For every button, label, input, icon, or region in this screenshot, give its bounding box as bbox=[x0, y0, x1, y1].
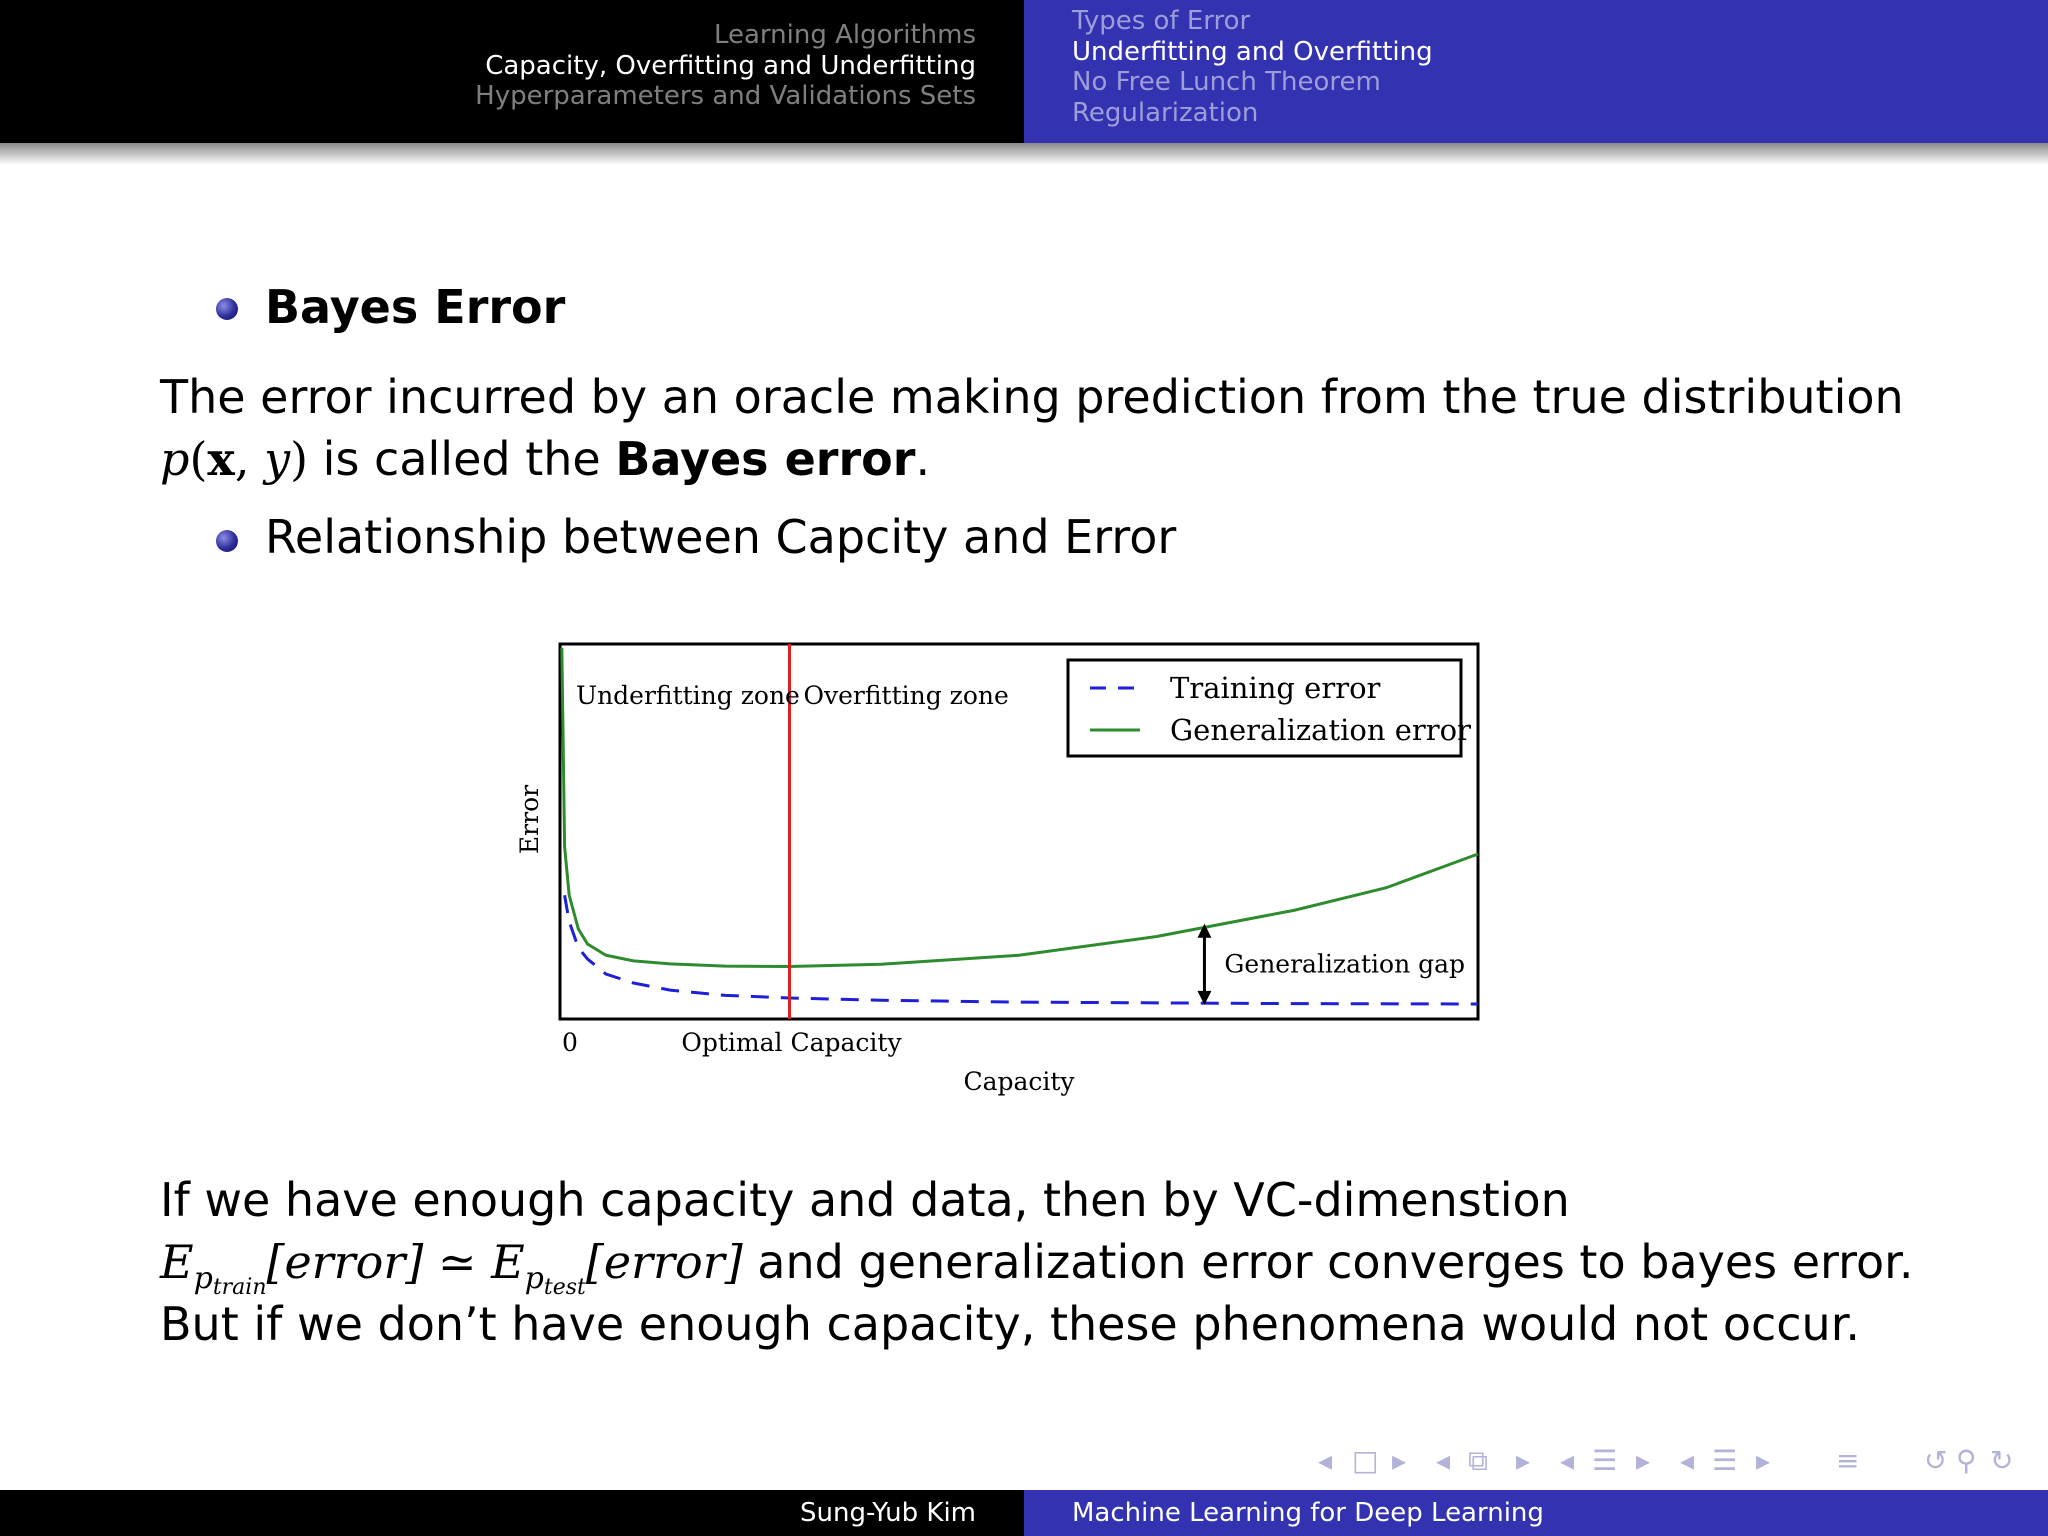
nav-right-arrow-icon[interactable]: ▸ bbox=[1636, 1444, 1651, 1477]
underfitting-zone-label: Underfitting zone bbox=[576, 681, 800, 710]
presentation-icon[interactable]: ☰ bbox=[1712, 1444, 1738, 1477]
nav-right-arrow-icon[interactable]: ▸ bbox=[1756, 1444, 1771, 1477]
bullet-marker-icon bbox=[216, 530, 238, 552]
subsection-list bbox=[1072, 6, 1433, 128]
chart-legend bbox=[1068, 660, 1471, 756]
subsection-link[interactable]: No Free Lunch Theorem bbox=[1072, 67, 1381, 97]
slide-header bbox=[0, 0, 2048, 143]
frame-icon[interactable]: □ bbox=[1352, 1444, 1379, 1477]
conclusion-line-2: $E_{p_{train}}[error]$ ≃ $E_{p_{test}}[error]$ and generalization error converges to bayes error. bbox=[160, 1235, 1914, 1300]
bullet-marker-icon bbox=[216, 298, 238, 320]
x-axis-label: Capacity bbox=[963, 1067, 1075, 1096]
subsection-link[interactable]: Regularization bbox=[1072, 97, 1259, 128]
x-tick-label-optimal: Optimal Capacity bbox=[681, 1028, 902, 1057]
nav-right-arrow-icon[interactable]: ▸ bbox=[1392, 1444, 1407, 1477]
footer-title: Machine Learning for Deep Learning bbox=[1072, 1498, 1544, 1528]
section-icon[interactable]: ☰ bbox=[1592, 1444, 1618, 1477]
footer-title-panel bbox=[1024, 1490, 2048, 1536]
header-shadow bbox=[0, 143, 2048, 165]
align-icon[interactable]: ≡ bbox=[1836, 1444, 1860, 1477]
conclusion-line-3: But if we don’t have enough capacity, these phenomena would not occur. bbox=[160, 1297, 1861, 1351]
conclusion-line-1: If we have enough capacity and data, then by VC-dimenstion bbox=[160, 1173, 1570, 1227]
section-navigation bbox=[0, 0, 1024, 143]
bullet-capacity-error: Relationship between Capcity and Error bbox=[265, 510, 1177, 564]
search-icon[interactable]: ⚲ bbox=[1956, 1444, 1977, 1477]
y-axis-label: Error bbox=[515, 784, 544, 855]
section-link[interactable]: Capacity, Overfitting and Underfitting bbox=[485, 50, 976, 81]
generalization-gap-label: Generalization gap bbox=[1224, 949, 1466, 979]
subsection-navigation bbox=[1024, 0, 2048, 143]
legend-label-generalization: Generalization error bbox=[1170, 713, 1471, 747]
overfitting-zone-label: Overfitting zone bbox=[803, 681, 1009, 710]
nav-left-arrow-icon[interactable]: ◂ bbox=[1560, 1444, 1575, 1477]
forward-icon[interactable]: ↻ bbox=[1990, 1444, 2014, 1477]
subsection-icon[interactable]: ⧉ bbox=[1468, 1444, 1488, 1477]
capacity-error-chart bbox=[500, 630, 1500, 1100]
subsection-link[interactable]: Underfitting and Overfitting bbox=[1072, 36, 1433, 67]
back-icon[interactable]: ↺ bbox=[1924, 1444, 1948, 1477]
definition-line-2: p(x, y) is called the Bayes error. bbox=[160, 432, 931, 486]
bullet-bayes-error: Bayes Error bbox=[265, 280, 566, 334]
definition-line-1: The error incurred by an oracle making prediction from the true distribution bbox=[160, 370, 1904, 424]
x-tick-label-zero: 0 bbox=[562, 1028, 578, 1057]
nav-right-arrow-icon[interactable]: ▸ bbox=[1516, 1444, 1531, 1477]
nav-left-arrow-icon[interactable]: ◂ bbox=[1680, 1444, 1695, 1477]
footer-author-panel bbox=[0, 1490, 1024, 1536]
generalization-gap-annotation bbox=[1197, 924, 1465, 1005]
section-link[interactable]: Hyperparameters and Validations Sets bbox=[475, 81, 976, 111]
legend-label-training: Training error bbox=[1170, 671, 1381, 705]
nav-left-arrow-icon[interactable]: ◂ bbox=[1318, 1444, 1333, 1477]
footer-author: Sung-Yub Kim bbox=[799, 1498, 976, 1528]
nav-left-arrow-icon[interactable]: ◂ bbox=[1436, 1444, 1451, 1477]
section-link[interactable]: Learning Algorithms bbox=[713, 20, 976, 50]
section-list bbox=[475, 20, 976, 112]
navigation-symbols[interactable] bbox=[1310, 1444, 2030, 1478]
subsection-link[interactable]: Types of Error bbox=[1072, 6, 1251, 36]
slide-footer bbox=[0, 1490, 2048, 1536]
